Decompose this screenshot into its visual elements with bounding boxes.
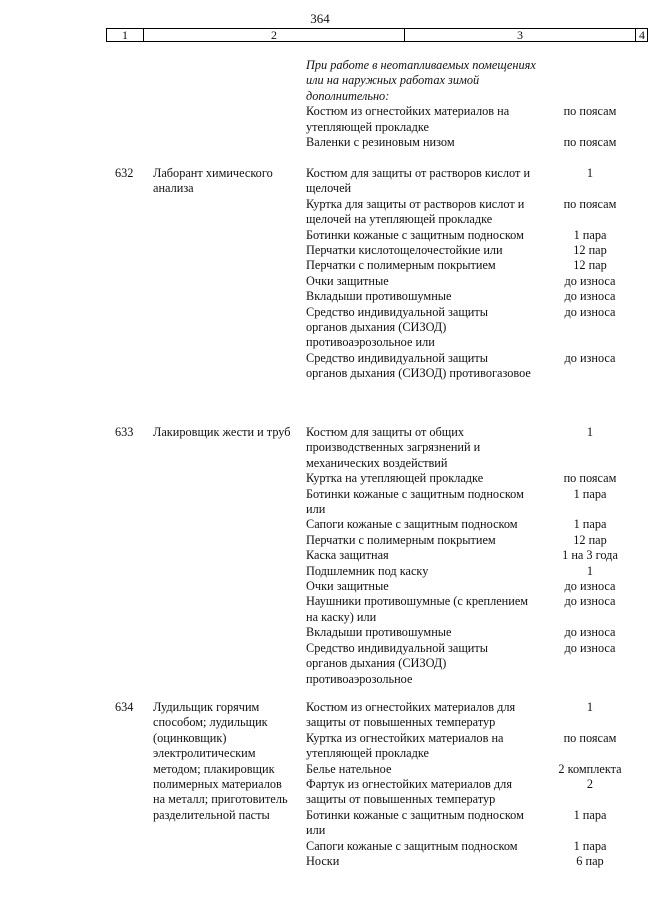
- list-item: [306, 471, 640, 486]
- list-item: [306, 487, 640, 518]
- list-item: [306, 228, 640, 243]
- item-qty: 1: [586, 563, 594, 578]
- item-name: Очки защитные: [306, 579, 389, 594]
- list-item: [306, 777, 640, 808]
- item-qty: 2: [586, 777, 594, 792]
- item-name: Костюм для защиты от растворов кислот и щелочей: [306, 166, 531, 196]
- item-qty: до износа: [564, 289, 616, 304]
- item-name: Костюм из огнестойких материалов на утепляющей прокладке: [306, 104, 510, 134]
- item-qty: 1 на 3 года: [562, 548, 618, 563]
- ppe-list: [306, 425, 640, 687]
- item-qty: до износа: [564, 579, 616, 594]
- list-item: [306, 808, 640, 839]
- item-qty: 1 пара: [573, 807, 607, 822]
- entry-number: 633: [115, 425, 134, 439]
- item-qty: 1 пара: [573, 227, 607, 242]
- item-name: Очки защитные: [306, 273, 389, 288]
- item-qty: до износа: [564, 350, 616, 365]
- list-item: [306, 625, 640, 640]
- list-item: [306, 104, 640, 135]
- header-col-4: 4: [639, 28, 645, 42]
- item-qty: 2 комплекта: [558, 761, 622, 776]
- list-item: [306, 517, 640, 532]
- item-name: Вкладыши противошумные: [306, 289, 452, 304]
- item-name: Каска защитная: [306, 548, 389, 563]
- item-name: Костюм из огнестойких материалов для защиты от повышенных температур: [306, 700, 516, 730]
- item-name: Средство индивидуальной защиты органов дыхания (СИЗОД) противогазовое: [306, 350, 531, 381]
- item-qty: 1 пара: [573, 517, 607, 532]
- item-name: Сапоги кожаные с защитным подноском: [306, 517, 518, 532]
- item-qty: 1: [586, 700, 594, 714]
- item-name: Ботинки кожаные с защитным подноском: [306, 227, 524, 242]
- item-name: Подшлемник под каску: [306, 563, 429, 578]
- ppe-list: [306, 700, 640, 869]
- item-qty: до износа: [564, 640, 616, 655]
- item-name: Вкладыши противошумные: [306, 625, 452, 640]
- item-name: Куртка из огнестойких материалов на утепляющей прокладке: [306, 730, 504, 761]
- item-qty: 1 пара: [573, 486, 607, 501]
- item-name: Сапоги кожаные с защитным подноском: [306, 838, 518, 853]
- item-qty: до износа: [564, 273, 616, 288]
- item-qty: 12 пар: [573, 258, 607, 273]
- profession-name: Лакировщик жести и труб: [153, 425, 291, 439]
- list-item: [306, 839, 640, 854]
- list-item: [306, 197, 640, 228]
- list-item: [306, 641, 640, 687]
- item-qty: по поясам: [563, 104, 617, 119]
- profession-name: Лудильщик горячим способом; лудильщик (оцинковщик) электролитическим методом; плакировщик полимерных материалов на металл; приготовитель разделительной пасты: [153, 700, 288, 822]
- profession-name: Лаборант химического анализа: [153, 166, 273, 196]
- item-name: Ботинки кожаные с защитным подноском или: [306, 807, 524, 838]
- item-qty: до износа: [564, 304, 616, 319]
- entry-number: 632: [115, 166, 134, 180]
- list-item: [306, 854, 640, 869]
- list-item: [306, 243, 640, 258]
- page-number: 364: [310, 11, 330, 26]
- item-qty: по поясам: [563, 135, 617, 150]
- list-item: [306, 731, 640, 762]
- table-header: [106, 28, 648, 42]
- list-item: [306, 289, 640, 304]
- list-item: [306, 548, 640, 563]
- list-item: [306, 564, 640, 579]
- item-qty: 1: [586, 425, 594, 439]
- item-name: Валенки с резиновым низом: [306, 135, 455, 150]
- item-name: Куртка на утепляющей прокладке: [306, 471, 484, 486]
- item-qty: по поясам: [563, 730, 617, 745]
- header-col-1: 1: [122, 28, 128, 42]
- list-item: [306, 762, 640, 777]
- list-item: [306, 305, 640, 351]
- item-name: Ботинки кожаные с защитным подноском или: [306, 486, 524, 517]
- item-name: Фартук из огнестойких материалов для защиты от повышенных температур: [306, 777, 512, 807]
- list-item: [306, 533, 640, 548]
- list-item: [306, 135, 640, 150]
- list-item: [306, 425, 640, 471]
- item-name: Перчатки с полимерным покрытием: [306, 532, 496, 547]
- item-qty: по поясам: [563, 196, 617, 211]
- item-qty: 1 пара: [573, 838, 607, 853]
- item-qty: до износа: [564, 625, 616, 640]
- item-qty: по поясам: [563, 471, 617, 486]
- item-name: Средство индивидуальной защиты органов дыхания (СИЗОД) противоаэрозольное: [306, 640, 489, 686]
- entry-number: 634: [115, 700, 134, 714]
- item-name: Куртка для защиты от растворов кислот и щелочей на утепляющей прокладке: [306, 196, 525, 227]
- list-item: [306, 351, 640, 382]
- header-col-3: 3: [517, 28, 523, 42]
- list-item: [306, 594, 640, 625]
- item-qty: 6 пар: [576, 854, 604, 869]
- item-name: Белье нательное: [306, 761, 392, 776]
- item-qty: до износа: [564, 594, 616, 609]
- list-item: [306, 258, 640, 273]
- item-name: Перчатки кислотощелочестойкие или: [306, 243, 503, 258]
- item-qty: 12 пар: [573, 243, 607, 258]
- item-qty: 1: [586, 166, 594, 180]
- header-col-2: 2: [271, 28, 277, 42]
- continuation-items: [306, 58, 640, 150]
- item-name: Средство индивидуальной защиты органов дыхания (СИЗОД) противоаэрозольное или: [306, 304, 489, 350]
- item-name: Перчатки с полимерным покрытием: [306, 258, 496, 273]
- winter-note: При работе в неотапливаемых помещениях или на наружных работах зимой дополнительно:: [306, 58, 536, 103]
- list-item: [306, 579, 640, 594]
- list-item: [306, 700, 640, 731]
- item-name: Костюм для защиты от общих производственных загрязнений и механических воздействий: [306, 425, 481, 470]
- list-item: [306, 274, 640, 289]
- item-name: Носки: [306, 854, 340, 869]
- ppe-list: [306, 166, 640, 382]
- item-name: Наушники противошумные (с креплением на каску) или: [306, 594, 529, 624]
- item-qty: 12 пар: [573, 532, 607, 547]
- list-item: [306, 166, 640, 197]
